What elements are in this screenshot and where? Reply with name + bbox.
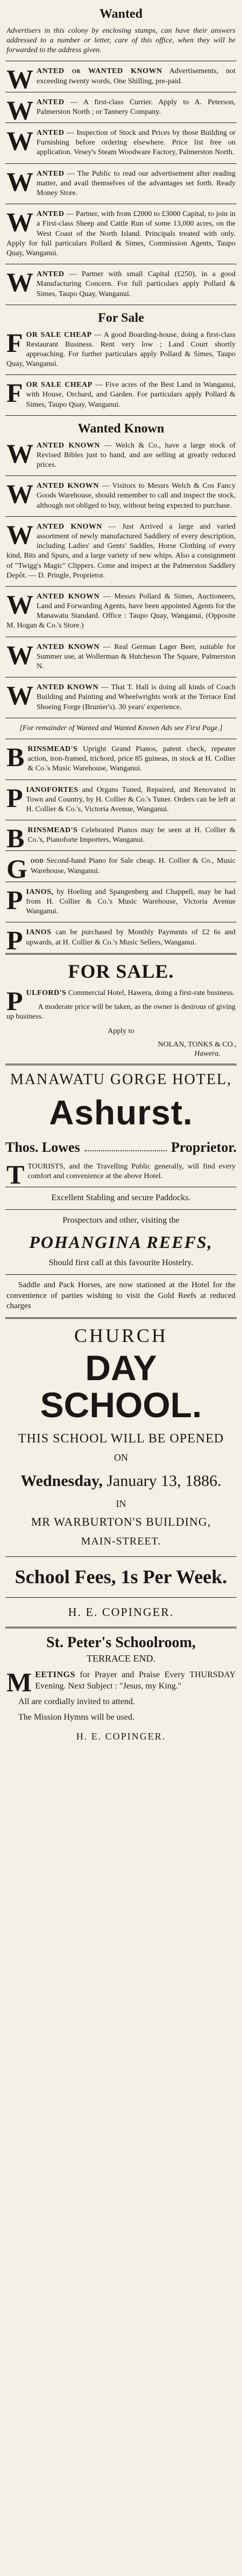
school-date-rest: January 13, 1886. <box>106 1471 222 1490</box>
drop-cap: B <box>6 741 25 772</box>
wanted-known-note: [For remainder of Wanted and Wanted Known Ads see First Page.] <box>19 724 223 732</box>
wanted-ad-body: — A first-class Currier. Apply to A. Peterson, Palmerston North ; or Tannery Company. <box>37 98 236 116</box>
drop-cap: P <box>6 884 23 915</box>
piano-ad-body: by Hoeling and Spangenberg and Chappell, may be had from H. Collier & Co.'s Music Warehouse, Victoria Avenue Wanganui. <box>26 887 236 916</box>
wanted-known-ad-lead: ANTED KNOWN <box>37 683 99 692</box>
wanted-known-ad-body: — Just Arrived a large and varied assortment of newly manufactured Saddlery of every description, including Ladies' and Gents' Saddles, Horse Clothing of every kind, Bits and Spurs, and a large variety of new whips. Also a consignment of "Twigg's Magic" Clippers. Come and inspect at the Palmerston Saddlery Depôt. — D. Pringle, Proprietor. <box>6 522 236 580</box>
wanted-known-ad-lead: ANTED KNOWN <box>37 522 102 531</box>
wanted-ad-body: Advertisements, not exceeding twenty words, One Shilling, pre-paid. <box>37 67 236 85</box>
for-sale-ad <box>5 380 237 410</box>
divider <box>5 516 237 517</box>
stpeters-title: St. Peter's Schoolroom, <box>46 1634 196 1651</box>
drop-cap: W <box>6 438 33 468</box>
divider <box>5 953 237 955</box>
for-sale-ad <box>5 327 237 370</box>
drop-cap: W <box>6 166 33 197</box>
divider <box>5 1597 237 1598</box>
divider <box>5 586 237 587</box>
drop-cap: M <box>6 1667 32 1698</box>
divider <box>5 475 237 476</box>
hotel-prospectors: Prospectors and other, visiting the <box>62 1216 180 1225</box>
wanted-ad-lead: ANTED <box>37 98 65 106</box>
hotel-sale-lead: ULFORD'S <box>26 988 67 997</box>
drop-cap: W <box>6 479 33 509</box>
wanted-known-ad <box>5 481 237 511</box>
wanted-known-list <box>5 438 237 712</box>
hotel-tourists-text: TOURISTS, and the Travelling Public generally, will find every comfort and convenience at the above Hotel. <box>27 1162 236 1181</box>
for-sale-ad-body: — Five acres of the Best Land in Wanganui, with House, Orchard, and Garden. For particulars apply Pollard & Simes, Taupo Quay, Wanganui. <box>26 381 236 409</box>
drop-cap: B <box>6 823 25 854</box>
piano-ad <box>5 925 237 956</box>
piano-ad <box>5 823 237 854</box>
piano-ad-body: Upright Grand Pianos, patent check, repeater action, iron-framed, trichord, price 85 guineas, in stock at H. Collier & Co.'s Music Warehouse, Wanganui. <box>27 745 236 773</box>
wanted-ad-lead: ANTED <box>37 210 65 219</box>
stpeters-signature: H. E. COPINGER. <box>76 1730 166 1742</box>
for-sale-ad-body: — A good Boarding-house, doing a first-class Restaurant Business. Rent very low ; Land Court shortly approaching. For further particulars apply Pollard & Simes, Taupo Quay, Wanganui. <box>6 330 236 369</box>
wanted-known-ad <box>5 589 237 631</box>
drop-cap: W <box>6 207 33 237</box>
wanted-ad-body: — Partner with small Capital (£250), in a good Manufacturing Concern. For full particulars apply Pollard & Simes, Taupo Quay, Wanganui. <box>37 270 236 298</box>
piano-ad <box>5 884 237 917</box>
divider <box>5 1317 237 1319</box>
wanted-known-ad <box>5 680 237 712</box>
divider <box>5 850 237 851</box>
divider <box>5 1627 237 1628</box>
divider <box>5 1556 237 1557</box>
wanted-known-ad <box>5 639 237 672</box>
wanted-known-ad-body: — Visitors to Messrs Welch & Cos Fancy Goods Warehouse, should remember to call and inspect the stock, although not obliged to buy, without being expected to purchase. <box>37 482 236 510</box>
school-in: IN <box>116 1498 126 1509</box>
hotel-reefs: POHANGINA REEFS, <box>29 1232 213 1252</box>
school-fees: School Fees, 1s Per Week. <box>15 1565 227 1588</box>
for-sale-ad-lead: OR SALE CHEAP <box>26 330 92 339</box>
drop-cap: P <box>6 925 23 956</box>
wanted-known-ad-body: — Welch & Co., have a large stock of Revised Bibles just to hand, and are selling at greatly reduced prices. <box>37 441 236 470</box>
hotel-sale-body-2: A moderate price will be taken, as the owner is desirous of giving up business. <box>6 1003 236 1021</box>
wanted-known-ad-body: — That T. Hall is doing all kinds of Coach Building and Painting and Wheelwrights work at the Terrace End Shoeing Forge (Brunier's). 30 years' experience. <box>37 683 236 711</box>
piano-ad <box>5 741 237 774</box>
hotel-horses: Saddle and Pack Horses, are now stationed at the Hotel for the convenience of parties wishing to visit the Gold Reefs at reduced charges <box>6 1281 236 1311</box>
stpeters-body-2: All are cordially invited to attend. <box>18 1697 135 1707</box>
hotel-proprietor-line <box>5 1139 237 1156</box>
wanted-ad-lead: ANTED or WANTED KNOWN <box>37 67 162 76</box>
wanted-ad-body: — The Public to read our advertisement after reading matter, and avail themselves of the advantages set forth. Ready Money Store. <box>37 169 236 198</box>
wanted-ad <box>5 166 237 199</box>
drop-cap: F <box>6 327 23 358</box>
hotel-proprietor-name: Thos. Lowes <box>5 1139 80 1155</box>
school-title: DAY SCHOOL. <box>40 1347 202 1425</box>
hotel-place: Ashurst. <box>49 1093 193 1132</box>
stpeters-body-3: The Mission Hymns will be used. <box>18 1712 134 1722</box>
wanted-known-ad-body: — Real German Lager Beer, suitable for Summer use, at Wollerman & Hutcheson The Square, Palmerston N. <box>37 643 236 671</box>
divider <box>5 374 237 375</box>
wanted-known-ad-lead: ANTED KNOWN <box>37 441 100 450</box>
wanted-heading: Wanted <box>99 7 143 21</box>
school-date <box>5 1471 237 1491</box>
hotel-sale-apply: Apply to <box>108 1027 134 1035</box>
drop-cap: F <box>6 378 23 408</box>
wanted-ad <box>5 207 237 258</box>
piano-ad-lead: RINSMEAD'S <box>27 745 78 753</box>
piano-ad-body: Celebrated Pianos may be seen at H. Collier & Co.'s, Pianoforte Importers, Wanganui. <box>27 826 236 845</box>
wanted-ad-body: — Partner, with from £2000 to £3000 Capital, to join in a First-class Sheep and Cattle Run of some 13,000 acres, on the West Coast of the North Island. Principals treated with only. Apply for full particulars Pollard & Simes, Commission Agents, Taupo Quay, Wanganui. <box>6 210 236 257</box>
for-sale-ad-lead: OR SALE CHEAP <box>26 381 92 389</box>
stpeters-ad <box>5 1667 237 1698</box>
divider <box>5 1209 237 1210</box>
school-signature: H. E. COPINGER. <box>68 1605 174 1619</box>
piano-ad <box>5 782 237 815</box>
wanted-ad-body: — Inspection of Stock and Prices by those Building or Furnishing before ordering elsewhere. Price list free on application. Vesey's Steam Woodware Factory, Palmerston North. <box>37 129 236 157</box>
wanted-known-ad <box>5 438 237 471</box>
hotel-tourists-ad <box>5 1159 237 1189</box>
piano-ad-body: can be purchased by Monthly Payments of £2 6s and upwards, at H. Collier & Co.'s Music Sellers, Wanganui. <box>26 928 236 947</box>
drop-cap: G <box>6 854 27 884</box>
drop-cap: W <box>6 267 33 298</box>
for-sale-heading: For Sale <box>98 311 144 325</box>
piano-ad-lead: IANOFORTES <box>26 785 79 794</box>
school-date-day: Wednesday, <box>20 1471 103 1490</box>
school-church: CHURCH <box>74 1324 168 1346</box>
drop-cap: W <box>6 589 33 619</box>
divider <box>5 163 237 164</box>
piano-ad-body: and Organs Tuned, Repaired, and Renovated in Town and Country, by H. Collier & Co.'s Tuner. Orders can be left at H. Collier & Co.'s, Victoria Avenue, Wanganui. <box>26 785 236 813</box>
piano-ad-lead: IANOS, <box>26 887 54 896</box>
wanted-intro: Advertisers in this colony by enclosing stamps, can have their answers addressed to a number or letter, care of this office, when they will be forwarded to the address given. <box>6 26 236 55</box>
piano-ads-list <box>5 741 237 956</box>
piano-ad <box>5 854 237 884</box>
school-building: MR WARBURTON'S BUILDING, <box>31 1515 211 1529</box>
drop-cap: W <box>6 64 33 95</box>
divider <box>5 1274 237 1275</box>
wanted-known-heading: Wanted Known <box>77 421 165 436</box>
wanted-known-ad <box>5 519 237 581</box>
drop-cap: P <box>6 782 23 813</box>
hotel-proprietor-dots <box>84 1139 167 1151</box>
hotel-sale-signature: NOLAN, TONKS & CO., <box>158 1040 237 1049</box>
drop-cap: T <box>6 1159 25 1189</box>
wanted-ad <box>5 64 237 95</box>
drop-cap: P <box>6 985 23 1016</box>
stpeters-body: for Prayer and Praise Every THURSDAY Evening. Next Subject : "Jesus, my King." <box>35 1670 236 1691</box>
piano-ad-lead: RINSMEAD'S <box>27 826 78 835</box>
piano-ad-lead: ood <box>30 857 44 865</box>
piano-ad-lead: IANOS <box>26 928 52 937</box>
wanted-ad <box>5 128 237 158</box>
stpeters-lead: EETINGS <box>35 1670 75 1680</box>
divider <box>5 1064 237 1065</box>
school-on: ON <box>114 1452 128 1463</box>
divider <box>5 122 237 123</box>
school-open: THIS SCHOOL WILL BE OPENED <box>18 1432 224 1446</box>
hotel-sale-body: Commercial Hotel, Hawera, doing a first-rate business. <box>68 988 234 997</box>
piano-ad-body: Second-hand Piano for Sale cheap. H. Collier & Co., Music Warehouse, Wanganui. <box>30 857 236 875</box>
wanted-ad-lead: ANTED <box>37 169 65 178</box>
wanted-known-ad-lead: ANTED KNOWN <box>37 592 100 601</box>
hotel-sale-heading: FOR SALE. <box>68 960 174 982</box>
drop-cap: W <box>6 680 33 711</box>
hotel-proprietor-label: Proprietor. <box>170 1139 237 1155</box>
drop-cap: W <box>6 639 33 670</box>
wanted-ad <box>5 267 237 299</box>
drop-cap: W <box>6 519 33 550</box>
hotel-sale-place: Hawera. <box>194 1049 220 1058</box>
wanted-known-ad-body: — Messrs Pollard & Simes, Auctioneers, Land and Forwarding Agents, have been appointed Agents for the Manawatu Standard. Office : Taupo Quay, Wanganui, (Opposite M. Hogan & Co.'s Store.) <box>6 592 236 630</box>
drop-cap: W <box>6 126 33 156</box>
stpeters-place: TERRACE END. <box>87 1653 155 1664</box>
wanted-known-ad-lead: ANTED KNOWN <box>37 482 99 490</box>
wanted-ad-lead: ANTED <box>37 270 65 279</box>
wanted-ad <box>5 95 237 125</box>
wanted-list <box>5 64 237 299</box>
hotel-title: MANAWATU GORGE HOTEL, <box>10 1071 232 1088</box>
school-street: MAIN-STREET. <box>81 1535 161 1547</box>
wanted-ad-lead: ANTED <box>37 129 65 138</box>
divider <box>5 415 237 416</box>
hotel-first-call: Should first call at this favourite Hostelry. <box>48 1258 194 1268</box>
wanted-known-ad-lead: ANTED KNOWN <box>37 643 100 651</box>
drop-cap: W <box>6 95 33 125</box>
for-sale-list <box>5 327 237 410</box>
hotel-stabling: Excellent Stabling and secure Paddocks. <box>51 1193 191 1203</box>
